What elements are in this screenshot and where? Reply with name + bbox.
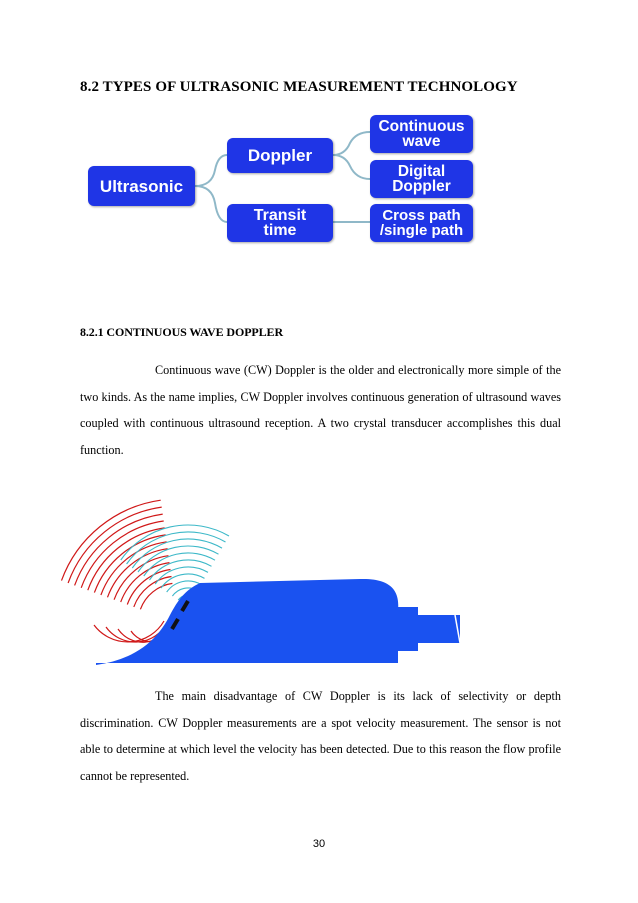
section-heading: 8.2 TYPES OF ULTRASONIC MEASUREMENT TECHNOLOGY xyxy=(80,79,518,95)
transmit-wave-arc xyxy=(75,514,163,585)
transmit-wave-arc xyxy=(140,583,172,609)
dd-line2: Doppler xyxy=(392,178,451,195)
cross-path-box xyxy=(370,204,473,242)
dd-line1: Digital xyxy=(397,163,446,180)
page-number: 30 xyxy=(312,838,326,850)
subsection-heading: 8.2.1 CONTINUOUS WAVE DOPPLER xyxy=(80,325,284,339)
connector-doppler-cw xyxy=(333,132,370,155)
paragraph-1 xyxy=(80,357,561,463)
ultrasonic-label: Ultrasonic xyxy=(99,176,184,196)
transducer-connector xyxy=(396,607,418,651)
doppler-box xyxy=(227,138,333,173)
transmit-wave-arc xyxy=(101,542,167,595)
connector-root-transit xyxy=(195,186,227,222)
cp-line2: /single path xyxy=(379,222,464,239)
paragraph-2-text: The main disadvantage of CW Doppler is its lack of selectivity or depth discrimination. CW Doppler measurements are a spot velocity measurement. The sensor is not able to determine at which level the velocity has been detected. Due to this reason the flow profile cannot be represented. xyxy=(80,689,561,783)
paragraph-2 xyxy=(80,683,561,789)
transducer-body xyxy=(96,579,398,665)
continuous-wave-box xyxy=(370,115,473,153)
transducer-cable xyxy=(416,615,460,643)
paragraph-1-text: Continuous wave (CW) Doppler is the older and electronically more simple of the two kinds. As the name implies, CW Doppler involves continuous generation of ultrasound waves coupled with continuous ultrasound reception. A two crystal transducer accomplishes this dual function. xyxy=(80,363,561,457)
cw-line1: Continuous xyxy=(378,118,465,135)
ultrasonic-box xyxy=(88,166,195,206)
connector-doppler-dd xyxy=(333,155,370,179)
transit-time-box xyxy=(227,204,333,242)
cw-line2: wave xyxy=(402,133,441,150)
digital-doppler-box xyxy=(370,160,473,198)
cp-line1: Cross path xyxy=(382,207,461,224)
receive-wave-arc xyxy=(127,532,226,564)
transmit-wave-arc xyxy=(121,563,170,603)
transit-line1: Transit xyxy=(253,207,307,224)
transit-line2: time xyxy=(263,222,297,239)
connector-root-doppler xyxy=(195,155,227,186)
cw-doppler-illustration xyxy=(60,495,480,675)
doppler-label: Doppler xyxy=(247,146,313,165)
